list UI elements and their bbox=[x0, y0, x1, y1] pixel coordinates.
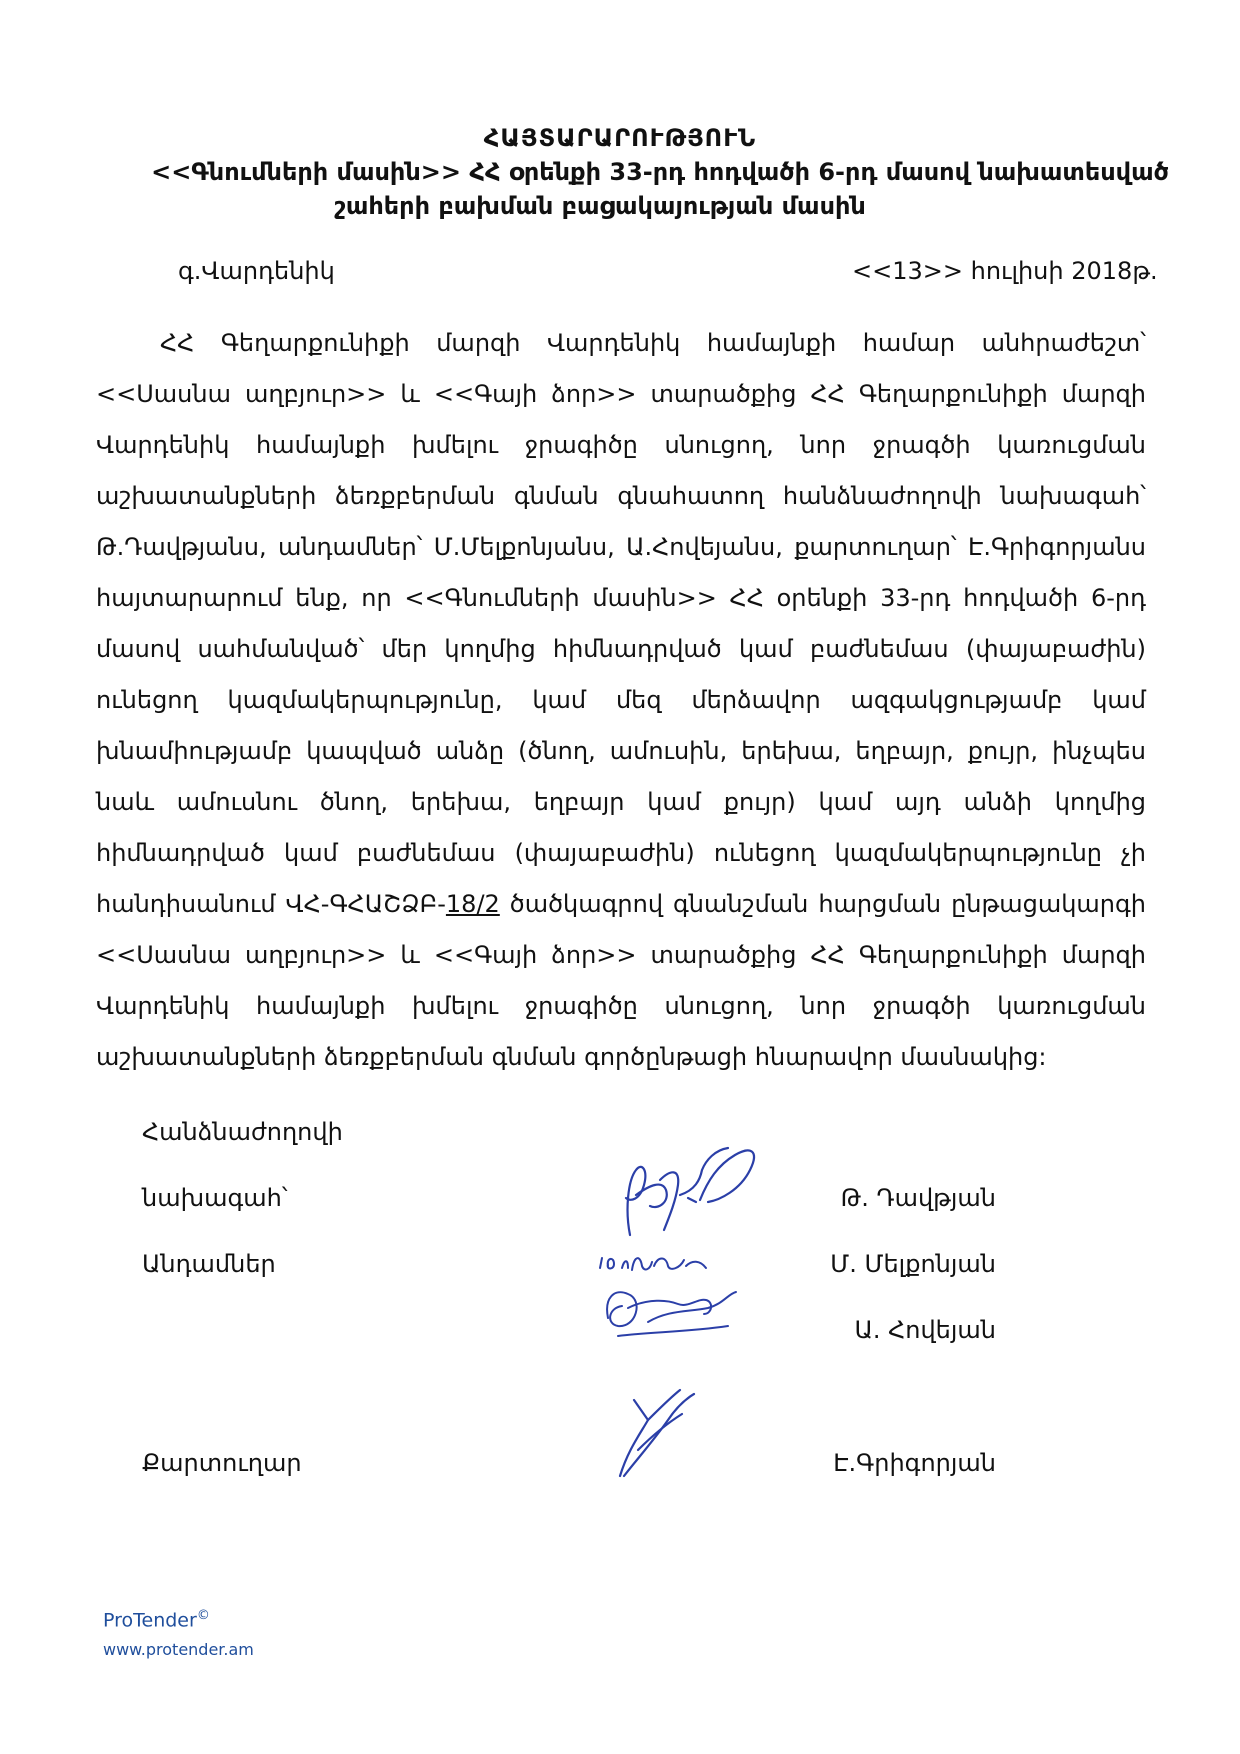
protender-website-link[interactable]: www.protender.am bbox=[103, 1640, 254, 1659]
chair-signature-image bbox=[600, 1140, 770, 1250]
secretary-signature-image bbox=[604, 1380, 714, 1490]
protender-brand: ProTender© bbox=[103, 1608, 210, 1632]
secretary-label: Քարտուղար bbox=[142, 1449, 302, 1477]
body-text-part1: ՀՀ Գեղարքունիքի մարզի Վարդենիկ համայնքի համար անհրաժեշտ՝ <<Սասնա աղբյուր>> և <<Գայի ձոր>> տարածքից ՀՀ Գեղարքունիքի մարզի Վարդենիկ համայնքի խմելու ջրագիծը սնուցող, նոր ջրագծի կառուցման աշխատանքների ձեռքբերման գնման գնահատող հանձնաժողովի նախագահ՝ Թ.Դավթյանս, անդամներ՝ Մ.Մելքոնյանս, Ա.Հովեյանս, քարտուղար՝ Է.Գրիգորյանս հայտարարում ենք, որ <<Գնումների մասին>> ՀՀ օրենքի 33-րդ հոդվածի 6-րդ մասով սահմանված՝ մեր կողմից հիմնադրված կամ բաժնեմաս (փայաբաժին) ունեցող կազմակերպությունը, կամ մեզ մերձավոր ազգակցությամբ կամ խնամիությամբ կապված անձը (ծնող, ամուսին, երեխա, եղբայր, քույր, ինչպես նաև ամուսնու ծնող, երեխա, եղբայր կամ քույր) կամ այդ անձի կողմից հիմնադրված կամ բաժնեմաս (փայաբաժին) ունեցող կազմակերպությունը չի հանդիսանում ՎՀ-ԳՀԱՇՁԲ- bbox=[96, 329, 1146, 918]
document-title: ՀԱՅՏԱՐԱՐՈՒԹՅՈՒՆ bbox=[483, 124, 757, 152]
body-text-part2: ծածկագրով գնանշման հարցման ընթացակարգի <<Սասնա աղբյուր>> և <<Գայի ձոր>> տարածքից ՀՀ Գեղարքունիքի մարզի Վարդենիկ համայնքի խմելու ջրագիծը սնուցող, նոր ջրագծի կառուցման աշխատանքների ձեռքբերման գնման գործընթացի հնարավոր մասնակից: bbox=[96, 890, 1146, 1071]
members-label: Անդամներ bbox=[142, 1250, 276, 1278]
commission-label: Հանձնաժողովի bbox=[142, 1118, 343, 1146]
member2-name: Ա. Հովեյան bbox=[854, 1316, 996, 1344]
document-date: <<13>> հուլիսի 2018թ. bbox=[852, 257, 1158, 285]
member1-name: Մ. Մելքոնյան bbox=[830, 1250, 996, 1278]
chair-label: նախագահ՝ bbox=[142, 1184, 288, 1212]
secretary-name: Է.Գրիգորյան bbox=[833, 1449, 996, 1477]
document-place: գ.Վարդենիկ bbox=[178, 257, 335, 285]
members-signature-image bbox=[588, 1248, 758, 1360]
declaration-body bbox=[96, 318, 1146, 1083]
chair-name: Թ. Դավթյան bbox=[840, 1184, 996, 1212]
document-subtitle-line2: շահերի բախման բացակայության մասին bbox=[334, 192, 866, 220]
document-subtitle-line1: <<Գնումների մասին>> ՀՀ օրենքի 33-րդ հոդվածի 6-րդ մասով նախատեսված bbox=[151, 158, 1169, 186]
procurement-code-number: 18/2 bbox=[445, 890, 500, 918]
